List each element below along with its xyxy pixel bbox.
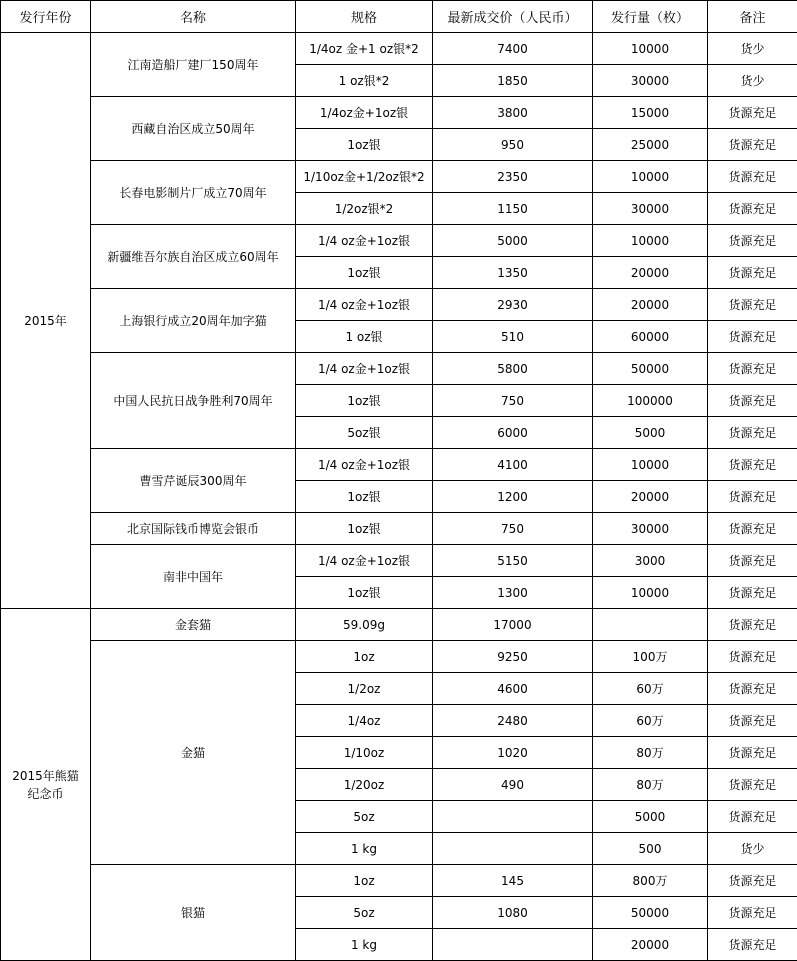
table-row bbox=[1, 161, 797, 193]
price-cell: 750 bbox=[433, 513, 593, 545]
mintage-cell: 10000 bbox=[593, 225, 708, 257]
note-cell: 货源充足 bbox=[708, 929, 797, 961]
note-cell: 货源充足 bbox=[708, 193, 797, 225]
note-cell: 货源充足 bbox=[708, 161, 797, 193]
spec-cell: 1/4 oz金+1oz银 bbox=[296, 545, 433, 577]
note-cell: 货源充足 bbox=[708, 513, 797, 545]
note-cell: 货源充足 bbox=[708, 865, 797, 897]
name-cell: 上海银行成立20周年加字猫 bbox=[91, 289, 296, 353]
mintage-cell: 20000 bbox=[593, 481, 708, 513]
spec-cell: 1oz银 bbox=[296, 513, 433, 545]
note-cell: 货源充足 bbox=[708, 641, 797, 673]
note-cell: 货少 bbox=[708, 65, 797, 97]
table-row bbox=[1, 449, 797, 481]
price-cell: 2930 bbox=[433, 289, 593, 321]
spec-cell: 1/10oz bbox=[296, 737, 433, 769]
note-cell: 货源充足 bbox=[708, 321, 797, 353]
header-row bbox=[1, 1, 797, 33]
name-cell: 曹雪芹诞辰300周年 bbox=[91, 449, 296, 513]
spec-cell: 1/4 oz金+1oz银 bbox=[296, 289, 433, 321]
note-cell: 货源充足 bbox=[708, 769, 797, 801]
price-cell: 5800 bbox=[433, 353, 593, 385]
price-cell bbox=[433, 801, 593, 833]
price-cell bbox=[433, 929, 593, 961]
mintage-cell: 60万 bbox=[593, 673, 708, 705]
price-cell: 1200 bbox=[433, 481, 593, 513]
spec-cell: 1 oz银 bbox=[296, 321, 433, 353]
mintage-cell: 10000 bbox=[593, 161, 708, 193]
price-cell: 2480 bbox=[433, 705, 593, 737]
price-cell: 510 bbox=[433, 321, 593, 353]
spec-cell: 1/10oz金+1/2oz银*2 bbox=[296, 161, 433, 193]
spec-cell: 1oz银 bbox=[296, 577, 433, 609]
name-cell: 南非中国年 bbox=[91, 545, 296, 609]
year-cell bbox=[1, 609, 91, 961]
price-cell: 4100 bbox=[433, 449, 593, 481]
spec-cell: 5oz银 bbox=[296, 417, 433, 449]
note-cell: 货源充足 bbox=[708, 225, 797, 257]
mintage-cell: 3000 bbox=[593, 545, 708, 577]
mintage-cell: 5000 bbox=[593, 801, 708, 833]
spec-cell: 1/4 oz金+1oz银 bbox=[296, 449, 433, 481]
note-cell: 货源充足 bbox=[708, 385, 797, 417]
spec-cell: 1oz银 bbox=[296, 129, 433, 161]
table-row bbox=[1, 353, 797, 385]
mintage-cell: 10000 bbox=[593, 449, 708, 481]
name-cell: 中国人民抗日战争胜利70周年 bbox=[91, 353, 296, 449]
name-cell: 银猫 bbox=[91, 865, 296, 961]
note-cell: 货源充足 bbox=[708, 705, 797, 737]
table-row bbox=[1, 641, 797, 673]
name-cell: 江南造船厂建厂150周年 bbox=[91, 33, 296, 97]
mintage-cell: 500 bbox=[593, 833, 708, 865]
price-cell: 6000 bbox=[433, 417, 593, 449]
note-cell: 货源充足 bbox=[708, 545, 797, 577]
table-row bbox=[1, 609, 797, 641]
price-cell: 1300 bbox=[433, 577, 593, 609]
price-cell: 750 bbox=[433, 385, 593, 417]
mintage-cell: 60000 bbox=[593, 321, 708, 353]
mintage-cell: 20000 bbox=[593, 289, 708, 321]
mintage-cell: 30000 bbox=[593, 65, 708, 97]
spec-cell: 1/2oz银*2 bbox=[296, 193, 433, 225]
note-cell: 货源充足 bbox=[708, 449, 797, 481]
spec-cell: 1/2oz bbox=[296, 673, 433, 705]
spec-cell: 5oz bbox=[296, 897, 433, 929]
note-cell: 货少 bbox=[708, 833, 797, 865]
year-line: 2015年 bbox=[24, 313, 67, 328]
spec-cell: 59.09g bbox=[296, 609, 433, 641]
mintage-cell: 100000 bbox=[593, 385, 708, 417]
spec-cell: 1oz银 bbox=[296, 481, 433, 513]
mintage-cell bbox=[593, 609, 708, 641]
note-cell: 货源充足 bbox=[708, 673, 797, 705]
price-cell: 1020 bbox=[433, 737, 593, 769]
mintage-cell: 25000 bbox=[593, 129, 708, 161]
spec-cell: 1/4oz bbox=[296, 705, 433, 737]
mintage-cell: 15000 bbox=[593, 97, 708, 129]
price-cell: 950 bbox=[433, 129, 593, 161]
price-cell: 4600 bbox=[433, 673, 593, 705]
mintage-cell: 800万 bbox=[593, 865, 708, 897]
note-cell: 货源充足 bbox=[708, 609, 797, 641]
mintage-cell: 20000 bbox=[593, 929, 708, 961]
note-cell: 货源充足 bbox=[708, 257, 797, 289]
mintage-cell: 10000 bbox=[593, 33, 708, 65]
spec-cell: 1/4 oz金+1oz银 bbox=[296, 225, 433, 257]
note-cell: 货源充足 bbox=[708, 481, 797, 513]
year-line: 2015年熊猫 bbox=[12, 768, 79, 783]
note-cell: 货源充足 bbox=[708, 417, 797, 449]
mintage-cell: 100万 bbox=[593, 641, 708, 673]
spec-cell: 5oz bbox=[296, 801, 433, 833]
table-row bbox=[1, 225, 797, 257]
header-price: 最新成交价（人民币） bbox=[433, 1, 593, 33]
name-cell: 西藏自治区成立50周年 bbox=[91, 97, 296, 161]
price-cell: 490 bbox=[433, 769, 593, 801]
mintage-cell: 60万 bbox=[593, 705, 708, 737]
table-row bbox=[1, 865, 797, 897]
spec-cell: 1 oz银*2 bbox=[296, 65, 433, 97]
name-cell: 新疆维吾尔族自治区成立60周年 bbox=[91, 225, 296, 289]
mintage-cell: 50000 bbox=[593, 353, 708, 385]
name-cell: 长春电影制片厂成立70周年 bbox=[91, 161, 296, 225]
header-mintage: 发行量（枚） bbox=[593, 1, 708, 33]
note-cell: 货源充足 bbox=[708, 129, 797, 161]
name-cell: 金猫 bbox=[91, 641, 296, 865]
mintage-cell: 30000 bbox=[593, 513, 708, 545]
note-cell: 货源充足 bbox=[708, 737, 797, 769]
header-name: 名称 bbox=[91, 1, 296, 33]
year-cell bbox=[1, 33, 91, 609]
note-cell: 货源充足 bbox=[708, 897, 797, 929]
mintage-cell: 50000 bbox=[593, 897, 708, 929]
table-row bbox=[1, 513, 797, 545]
spec-cell: 1 kg bbox=[296, 833, 433, 865]
mintage-cell: 30000 bbox=[593, 193, 708, 225]
spec-cell: 1oz bbox=[296, 865, 433, 897]
price-cell: 7400 bbox=[433, 33, 593, 65]
mintage-cell: 20000 bbox=[593, 257, 708, 289]
spec-cell: 1/4oz金+1oz银 bbox=[296, 97, 433, 129]
spec-cell: 1/4 oz金+1oz银 bbox=[296, 353, 433, 385]
price-cell: 5000 bbox=[433, 225, 593, 257]
spec-cell: 1/20oz bbox=[296, 769, 433, 801]
table-row bbox=[1, 33, 797, 65]
table-row bbox=[1, 97, 797, 129]
spec-cell: 1oz bbox=[296, 641, 433, 673]
note-cell: 货源充足 bbox=[708, 289, 797, 321]
spec-cell: 1/4oz 金+1 oz银*2 bbox=[296, 33, 433, 65]
price-cell: 145 bbox=[433, 865, 593, 897]
note-cell: 货源充足 bbox=[708, 801, 797, 833]
price-cell: 1350 bbox=[433, 257, 593, 289]
note-cell: 货源充足 bbox=[708, 97, 797, 129]
name-cell: 北京国际钱币博览会银币 bbox=[91, 513, 296, 545]
price-cell: 1080 bbox=[433, 897, 593, 929]
price-cell: 9250 bbox=[433, 641, 593, 673]
mintage-cell: 80万 bbox=[593, 737, 708, 769]
spec-cell: 1 kg bbox=[296, 929, 433, 961]
mintage-cell: 80万 bbox=[593, 769, 708, 801]
year-line: 纪念币 bbox=[27, 786, 64, 801]
mintage-cell: 5000 bbox=[593, 417, 708, 449]
mintage-cell: 10000 bbox=[593, 577, 708, 609]
price-cell: 3800 bbox=[433, 97, 593, 129]
note-cell: 货源充足 bbox=[708, 577, 797, 609]
table-body bbox=[1, 33, 797, 961]
price-cell: 1850 bbox=[433, 65, 593, 97]
price-cell: 17000 bbox=[433, 609, 593, 641]
table-row bbox=[1, 545, 797, 577]
price-cell: 2350 bbox=[433, 161, 593, 193]
header-note: 备注 bbox=[708, 1, 797, 33]
spec-cell: 1oz银 bbox=[296, 257, 433, 289]
price-cell: 1150 bbox=[433, 193, 593, 225]
price-cell bbox=[433, 833, 593, 865]
name-cell: 金套猫 bbox=[91, 609, 296, 641]
price-cell: 5150 bbox=[433, 545, 593, 577]
header-spec: 规格 bbox=[296, 1, 433, 33]
note-cell: 货源充足 bbox=[708, 353, 797, 385]
table-row bbox=[1, 289, 797, 321]
spec-cell: 1oz银 bbox=[296, 385, 433, 417]
header-year: 发行年份 bbox=[1, 1, 91, 33]
note-cell: 货少 bbox=[708, 33, 797, 65]
